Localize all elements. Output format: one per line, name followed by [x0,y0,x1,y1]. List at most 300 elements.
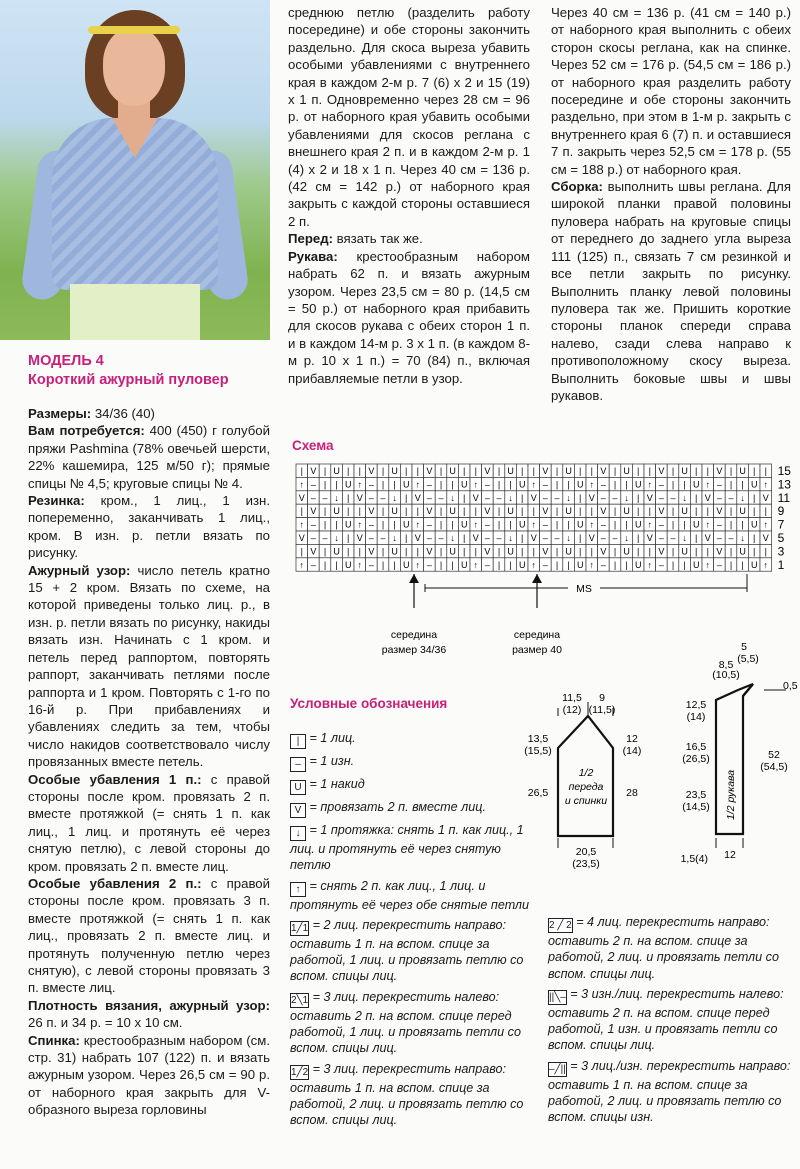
chart-cell-symbol: | [532,506,535,517]
chart-row-numbers [778,464,792,572]
chart-cell-symbol: ↑ [299,479,305,490]
dim-right-top: 12 [626,733,638,745]
chart-cell-symbol: V [484,466,491,476]
chart-cell-symbol: V [704,492,711,503]
dim-top-a: 11,5 [562,692,582,704]
chart-cell-symbol: ↑ [299,559,305,570]
chart-cell-symbol: | [416,546,419,557]
dim-left-mid: 26,5 [527,787,549,799]
chart-cell-symbol: | [405,466,408,476]
chart-cell-symbol: – [542,519,548,530]
chart-cell-symbol: | [695,492,698,503]
chart-cell-symbol: | [753,533,756,543]
paragraph-label: Особые убавления 2 п.: [28,875,202,891]
paragraph-text: 34/36 (40) [91,406,155,421]
chart-cell-symbol: | [555,519,559,530]
chart-cell-symbol: – [426,479,432,490]
chart-cell-symbol: – [716,559,722,570]
chart-cell-symbol: | [335,559,338,570]
chart-cell-symbol: V [658,466,665,476]
legend-item [548,1058,793,1126]
paragraph-text: выполнить швы реглана. Для широкой планки правой половины пуловера набрать на круговые спицы от переднего до заднего угла выреза 111 (125) п., связать 7 см резинкой и все петли закрыть по рисунку. Выполнить планку левой половины пуловера так же. Пришить короткие стороны планок спереди справа налево, сзади слева направо к противоположному скосу выреза. Выполнить боковые швы и швы рукавов. [551,179,791,403]
legend-list [290,730,535,1133]
chart-cell-symbol: | [683,559,686,570]
chart-cell-symbol: U [449,546,456,557]
chart-cell-symbol: ↑ [647,559,653,570]
chart-cell-symbol: | [451,519,454,530]
sl-top2: 8,5 [718,659,734,671]
chart-cell-symbol: | [416,506,419,517]
paragraph-label: Размеры: [28,406,92,421]
chart-cell-symbol: | [648,546,651,557]
paragraph [551,178,791,404]
chart-cell-symbol: ↑ [705,559,711,570]
chart-cell-symbol: | [474,506,477,517]
chart-cell-symbol: | [347,546,350,557]
chart-cell-symbol: – [484,559,490,570]
paragraph [28,997,270,1032]
body-pattern-diagram [510,688,660,878]
chart-cell-symbol: U [681,506,688,517]
sl-l3: 23,5 [685,789,707,801]
chart-row-number: 15 [777,464,791,478]
chart-cell-symbol: ↑ [763,519,769,530]
chart-cell-symbol: ↑ [299,519,305,530]
chart-cell-symbol: V [426,546,433,557]
sl-right2: (54,5) [760,761,788,773]
chart-cell-symbol: | [579,492,582,503]
chart-cell-symbol: | [683,519,686,530]
chart-cell-symbol: | [613,466,617,476]
chart-cell-symbol: | [347,466,350,476]
chart-cell-symbol: U [565,546,572,557]
chart-cell-symbol: – [716,519,722,530]
chart-cell-symbol: | [463,466,466,476]
dim-right-mid: 28 [626,787,638,799]
paragraph [28,1032,270,1119]
chart-cell-symbol: U [344,559,352,570]
chart-cell-symbol: | [753,546,756,557]
dim-top-b: 9 [599,692,605,704]
sl-l2b: (26,5) [682,753,710,765]
paragraph-text: кром., 1 лиц., 1 изн. попеременно, заканчивать 1 лиц., кром. В изн. р. петли вязать по рисунку. [28,493,270,561]
chart-cell-symbol: | [521,546,524,557]
middle-label-2b: размер 40 [512,644,562,656]
chart-cell-symbol: | [497,466,501,476]
dim-top-b2: (11,5) [588,704,616,716]
chart-cell-symbol: – [368,479,374,490]
chart-cell-symbol: | [497,506,501,517]
chart-cell-symbol: – [310,492,316,503]
chart-cell-symbol: V [484,506,491,517]
chart-cell-symbol: V [426,466,433,476]
chart-cell-symbol: | [613,519,617,530]
chart-cell-symbol: – [612,492,618,503]
chart-cell-symbol: U [681,546,688,557]
chart-cell-symbol: U [449,466,456,476]
model-heading [28,352,229,390]
chart-cell-symbol: | [579,533,582,543]
chart-cell-symbol: | [463,506,466,517]
chart-cell-symbol: ↑ [531,479,537,490]
chart-cell-symbol: | [579,546,582,557]
legend-item [290,776,535,795]
chart-cell-symbol: – [496,533,502,543]
legend-text: = 3 изн./лиц. перекрестить налево: оставить 2 п. на вспом. спице перед работой, 1 изн. и провязать петли со вспом. спицы лиц. [548,986,784,1053]
chart-cell-symbol: | [764,546,767,557]
chart-cell-symbol: U [518,479,526,490]
legend-text: = 2 лиц. перекрестить направо: оставить 1 п. на вспом. спице за работой, 1 лиц. и провязать петлю со вспом. спицы лиц. [290,917,524,984]
chart-cell-symbol: V [646,533,653,543]
chart-cell-symbol: U [518,519,526,530]
paragraph-label: Ажурный узор: [28,562,131,578]
chart-cell-symbol: | [671,546,675,557]
chart-cell-symbol: ↑ [589,479,595,490]
chart-cell-symbol: | [393,559,396,570]
legend-symbol: 2╲1 [291,994,309,1006]
chart-cell-symbol: – [658,559,664,570]
chart-cell-symbol: – [600,559,606,570]
chart-cell-symbol: ↓ [392,492,397,503]
chart-cell-symbol: – [484,519,490,530]
paragraph [288,4,530,230]
chart-cell-symbol: | [474,466,477,476]
paragraph-label: Резинка: [28,493,85,509]
legend-symbol: | [290,734,306,749]
chart-cell-symbol: | [300,466,303,476]
chart-cell-symbol: U [623,466,630,476]
chart-cell-symbol: | [323,559,327,570]
chart-cell-symbol: | [532,546,535,557]
chart-cell-symbol: – [496,492,502,503]
paragraph-text: среднюю петлю (разделить работу посередине) и обе стороны закончить раздельно. Для скоса выреза убавить особыми убавлениями с внутреннего края в каждом 2-м р. 7 (6) х 2 и 15 (19) х 1 п. Одновременно через 28 см = 96 р. от наборного края убавить особыми убавлениями для скосов реглана с внешнего края 2 п. и в каждом 2-м р. 1 (4) х 2 и 18 х 1 п. Через 40 см = 136 р. (42 см = 142 р.) от наборного края закрыть с каждой стороны оставшиеся 2 п. [288,5,530,229]
sl-top1b: (5,5) [737,653,759,665]
chart-cell-symbol: U [449,506,456,517]
paragraph [28,771,270,875]
dim-bottom2: (23,5) [572,858,600,870]
chart-row-number: 9 [777,504,785,519]
chart-cell-symbol: U [507,506,514,517]
middle-label-1a: середина [390,629,438,641]
chart-cell-symbol: | [335,519,338,530]
chart-cell-symbol: U [692,479,700,490]
chart-cell-symbol: | [729,506,733,517]
chart-cell-symbol: U [623,546,630,557]
chart-cell-symbol: V [716,506,723,517]
middle-label-1b: размер 34/36 [381,644,447,656]
chart-cell-symbol: | [753,466,756,476]
chart-cell-symbol: U [739,546,746,557]
body-label-3: и спинки [564,795,608,807]
chart-cell-symbol: ↑ [763,559,769,570]
chart-cell-symbol: U [391,546,398,557]
chart-cell-symbol: V [600,506,607,517]
paragraph-text: 26 п. и 34 р. = 10 х 10 см. [28,1015,183,1031]
chart-cell-symbol: V [472,492,479,503]
chart-cell-symbol: ↓ [740,533,745,543]
sl-l1b: (14) [686,711,706,723]
chart-cell-symbol: ↓ [682,533,687,543]
chart-cell-symbol: | [497,479,501,490]
chart-cell-symbol: | [439,506,443,517]
paragraph-label: Рукава: [288,248,338,264]
chart-cell-symbol: ↓ [508,533,513,543]
chart-cell-symbol: V [298,533,305,543]
chart-cell-symbol: V [588,492,595,503]
chart-cell-symbol: U [634,559,642,570]
chart-cell-symbol: – [658,519,664,530]
chart-cell-symbol: | [521,466,524,476]
chart-cell-symbol: | [439,546,443,557]
chart-cell-symbol: | [567,519,570,530]
sl-top3: 0,5 [783,680,798,692]
chart-cell-symbol: | [625,479,628,490]
chart-cell-symbol: | [323,466,327,476]
chart-cell-symbol: – [542,492,548,503]
chart-cell-symbol: U [333,546,340,557]
chart-cell-symbol: | [695,533,698,543]
legend-symbol: ↓ [290,826,306,841]
chart-cell-symbol: | [695,546,698,557]
chart-cell-symbol: | [521,492,524,503]
chart-cell-symbol: U [692,519,700,530]
chart-cell-symbol: V [658,546,665,557]
chart-cell-symbol: U [634,519,642,530]
chart-cell-symbol: U [750,559,758,570]
chart-cell-symbol: – [438,492,444,503]
paragraph [28,492,270,562]
body-label-2: переда [568,781,604,793]
chart-cell-symbol: – [380,492,386,503]
legend-symbol: 1╱2 [291,1066,309,1078]
chart-cell-symbol: V [484,546,491,557]
chart-cell-symbol: | [706,466,709,476]
chart-cell-symbol: | [521,533,524,543]
chart-cell-symbol: – [716,533,722,543]
chart-cell-symbol: | [323,479,327,490]
chart-cell-symbol: | [567,559,570,570]
chart-cell-symbol: – [670,492,676,503]
chart-cell-symbol: U [750,479,758,490]
chart-cell-symbol: | [683,479,686,490]
chart-cell-symbol: ↑ [705,479,711,490]
chart-cell-symbol: U [333,466,340,476]
chart-cell-symbol: U [576,479,584,490]
chart-cell-symbol: | [590,466,593,476]
chart-cell-symbol: U [681,466,688,476]
chart-cell-symbol: – [600,533,606,543]
chart-cell-symbol: | [497,559,501,570]
legend-list-right [548,914,793,1130]
legend-item [290,799,535,818]
chart-cell-symbol: V [472,533,479,543]
chart-cell-symbol: | [358,506,361,517]
chart-cell-symbol: | [729,479,733,490]
body-label-1: 1/2 [578,767,594,779]
chart-cell-symbol: | [323,546,327,557]
chart-cell-symbol: | [463,533,466,543]
chart-row-number: 7 [777,517,785,532]
chart-cell-symbol: U [402,479,410,490]
chart-cell-symbol: V [716,466,723,476]
chart-cell-symbol: | [497,519,501,530]
chart-cell-symbol: | [405,546,408,557]
chart-cell-symbol: ↑ [763,479,769,490]
chart-cell-symbol: – [600,519,606,530]
legend-text: = 3 лиц./изн. перекрестить направо: оставить 1 п. на вспом. спице за работой, 2 лиц. и провязать петлю со вспом. спицы изн. [548,1058,791,1125]
chart-cell-symbol: | [532,466,535,476]
chart-cell-symbol: ↑ [647,519,653,530]
paragraph [28,875,270,997]
chart-cell-symbol: | [335,479,338,490]
chart-cell-symbol: – [600,479,606,490]
chart-cell-symbol: ↑ [705,519,711,530]
chart-cell-symbol: ↑ [589,519,595,530]
chart-cell-symbol: | [671,519,675,530]
chart-cell-symbol: | [706,506,709,517]
paragraph [288,248,530,387]
chart-cell-symbol: | [393,479,396,490]
chart-cell-symbol: ↓ [566,533,571,543]
instructions-column-3 [551,4,791,404]
chart-cell-symbol: | [729,519,733,530]
chart-cell-symbol: U [623,506,630,517]
chart-cell-symbol: U [344,479,352,490]
legend-text: = 1 изн. [309,754,355,768]
chart-cell-symbol: V [530,492,537,503]
paragraph [28,562,270,771]
chart-cell-symbol: | [753,506,756,517]
chart-cell-symbol: | [381,546,385,557]
chart-cell-symbol: V [600,546,607,557]
paragraph-label: Особые убавления 1 п.: [28,771,202,787]
chart-cell-symbol: V [762,533,769,543]
chart-cell-symbol: | [741,479,744,490]
chart-cell-symbol: | [637,506,640,517]
paragraph-text: крестообразным набором набрать 62 п. и вязать ажурным узором. Через 23,5 см = 80 р. (14,5 см = 50 р.) от наборного края прибавить для скосов рукава с обеих сторон 1 п. и в каждом 14-м р. 3 х 1 п. (в каждом 8-м р. 10 х 1 п.) = 70 (84) п., включая прибавляемые петли в узор. [288,248,530,386]
chart-cell-symbol: | [463,546,466,557]
chart-cell-symbol: | [347,533,350,543]
chart-cell-symbol: V [310,546,317,557]
chart-cell-symbol: | [497,546,501,557]
chart-cell-symbol: – [600,492,606,503]
chart-cell-symbol: | [555,546,559,557]
dim-left-top: 13,5 [527,733,549,745]
chart-cell-symbol: – [310,559,316,570]
chart-cell-symbol: U [460,559,468,570]
chart-cell-symbol: ↓ [450,492,455,503]
chart-cell-symbol: | [753,492,756,503]
chart-cell-symbol: | [405,492,408,503]
chart-cell-symbol: ↓ [740,492,745,503]
chart-cell-symbol: | [358,546,361,557]
chart-cell-symbol: ↑ [531,519,537,530]
chart-cell-symbol: – [658,492,664,503]
chart-cell-symbol: V [426,506,433,517]
chart-cell-symbol: | [381,479,385,490]
chart-cell-symbol: U [739,466,746,476]
legend-text: = 3 лиц. перекрестить направо: оставить 1 п. на вспом. спице за работой, 2 лиц. и провязать петлю со вспом. спицы лиц. [290,1061,524,1128]
dim-left-top2: (15,5) [524,745,552,757]
chart-cell-symbol: | [463,492,466,503]
chart-cell-symbol: – [426,492,432,503]
chart-cell-symbol: – [670,533,676,543]
chart-cell-symbol: | [648,506,651,517]
sl-bottom: 12 [724,849,736,861]
chart-cell-symbol: U [565,506,572,517]
legend-text: = 1 лиц. [309,731,356,745]
chart-cell-symbol: | [347,492,350,503]
chart-cell-symbol: | [439,519,443,530]
chart-cell-symbol: – [542,559,548,570]
chart-cell-symbol: | [439,466,443,476]
chart-cell-symbol: – [554,492,560,503]
chart-cell-symbol: U [391,466,398,476]
paragraph [288,230,530,247]
chart-cell-symbol: | [706,546,709,557]
chart-cell-symbol: V [716,546,723,557]
legend-symbol: 1╱1 [291,922,309,934]
sleeve-pattern-diagram [668,640,798,870]
legend-symbol: ||╲– [549,991,566,1003]
chart-cell-symbol: U [576,519,584,530]
chart-cell-symbol: | [347,506,350,517]
chart-cell-symbol: | [451,559,454,570]
chart-cell-symbol: | [521,506,524,517]
chart-cell-symbol: | [764,506,767,517]
chart-cell-symbol: ↑ [415,519,421,530]
legend-text: = 3 лиц. перекрестить налево: оставить 2 п. на вспом. спице перед работой, 1 лиц. и провязать петли со вспом. спицы лиц. [290,989,521,1056]
chart-cell-symbol: V [530,533,537,543]
chart-cell-symbol: | [590,546,593,557]
chart-cell-symbol: U [460,479,468,490]
chart-cell-symbol: – [368,519,374,530]
chart-cell-symbol: | [381,519,385,530]
legend-item [548,914,793,982]
sl-bottom-l: 1,5(4) [680,853,708,865]
chart-cell-symbol: | [741,519,744,530]
chart-cell-symbol: ↑ [357,559,363,570]
chart-cell-symbol: | [695,466,698,476]
chart-cell-symbol: V [368,466,375,476]
chart-cell-symbol: ↓ [624,533,629,543]
sleeve-label: 1/2 рукава [725,769,737,820]
chart-cell-symbol: | [300,506,303,517]
schema-title: Схема [292,438,334,453]
chart-cell-symbol: – [310,519,316,530]
chart-cell-symbol: | [405,533,408,543]
chart-cell-symbol: | [729,559,733,570]
chart-cell-symbol: | [323,519,327,530]
chart-cell-symbol: – [716,479,722,490]
chart-cell-symbol: – [612,533,618,543]
model-number: МОДЕЛЬ 4 [28,353,104,369]
chart-cell-symbol: | [567,479,570,490]
paragraph-text: вязать так же. [332,231,423,247]
chart-cell-symbol: | [474,546,477,557]
chart-cell-symbol: | [381,466,385,476]
chart-cell-symbol: – [554,533,560,543]
chart-cell-symbol: ↑ [357,479,363,490]
chart-cell-symbol: – [484,492,490,503]
chart-cell-symbol: V [310,466,317,476]
chart-cell-symbol: V [310,506,317,517]
chart-cell-symbol: – [322,533,328,543]
chart-row-number: 11 [777,490,791,505]
paragraph-text: крестообразным набором (см. стр. 31) набрать 107 (122) п. и вязать ажурным узором. Через 26,5 см = 90 р. от наборного края закрыть для V-образного выреза горловины [28,1032,270,1118]
legend-symbol: –╱|| [549,1063,566,1075]
chart-cell-symbol: | [671,506,675,517]
